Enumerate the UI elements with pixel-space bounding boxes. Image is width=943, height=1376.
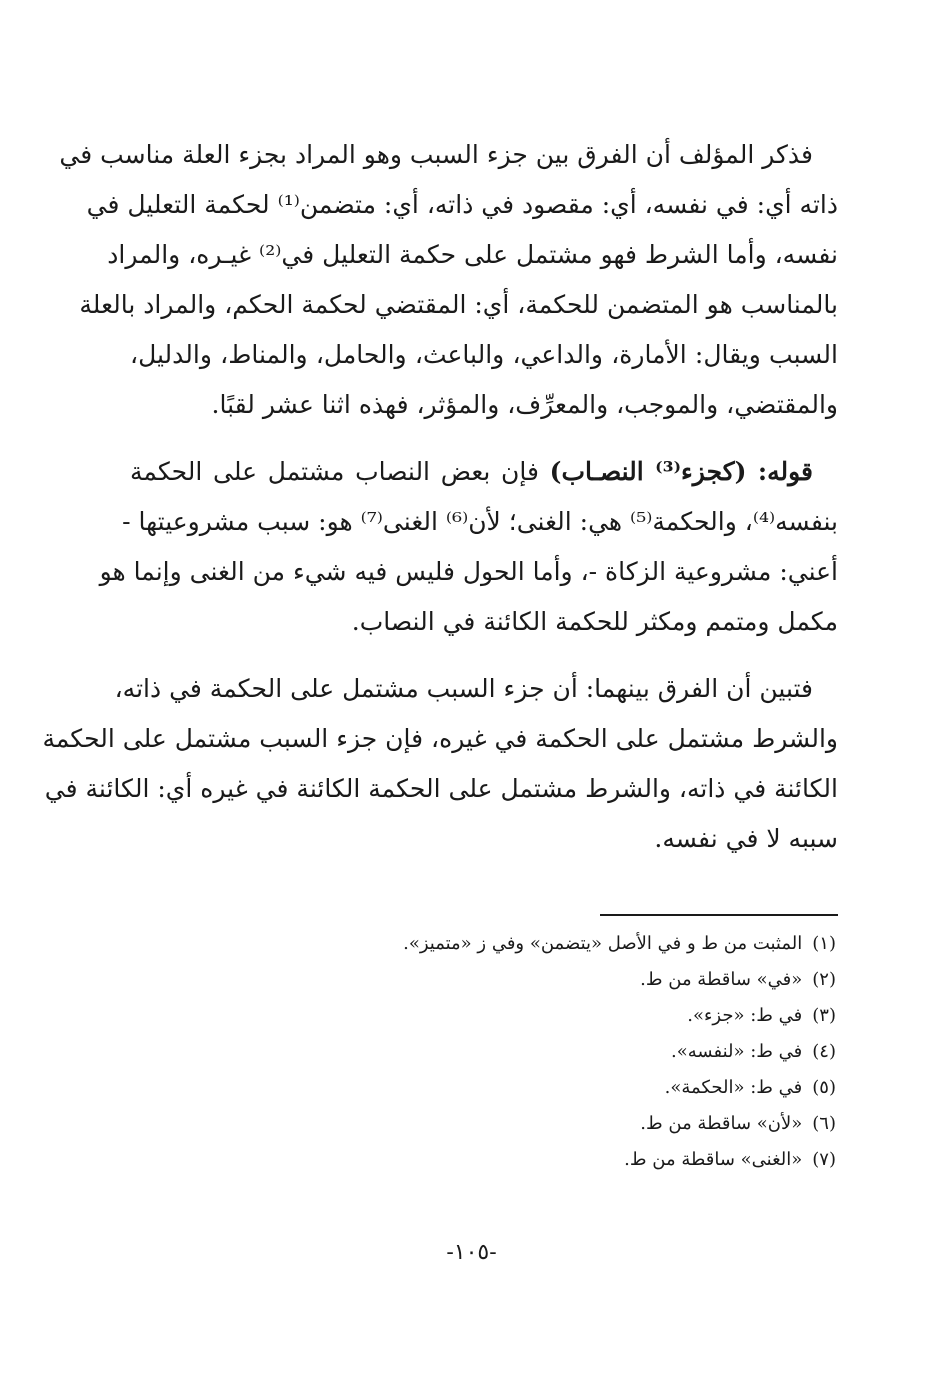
footnote-6: (٦)«لأن» ساقطة من ط. [640,1113,836,1134]
text-line: بنفسه⁽⁴⁾، والحكمة⁽⁵⁾ هي: الغنى؛ لأن⁽⁶⁾ الغنى⁽⁷⁾ هو: سبب مشروعيتها - [122,507,838,536]
text-line: السبب ويقال: الأمارة، والداعي، والباعث، والحامل، والمناط، والدليل، [130,340,838,369]
footnote-7: (٧)«الغنى» ساقطة من ط. [624,1149,836,1170]
quoted-lead: قوله: (كجزء⁽³⁾ النصـاب) [549,457,813,486]
text-line: قوله: (كجزء⁽³⁾ النصـاب) فإن بعض النصاب مشتمل على الحكمة [130,457,813,486]
footnote-5: (٥)في ط: «الحكمة». [664,1077,836,1098]
text-line: أعني: مشروعية الزكاة -، وأما الحول فليس فيه شيء من الغنى وإنما هو [99,557,838,586]
text-line: فتبين أن الفرق بينهما: أن جزء السبب مشتمل على الحكمة في ذاته، [114,674,813,703]
page-body [42,130,838,1170]
text-line: سببه لا في نفسه. [654,824,838,853]
footnote-4: (٤)في ط: «لنفسه». [671,1041,836,1062]
paragraph-1 [59,130,838,430]
footnote-2: (٢)«في» ساقطة من ط. [640,969,836,990]
text-line: والشرط مشتمل على الحكمة في غيره، فإن جزء السبب مشتمل على الحكمة [42,724,838,753]
footnote-3: (٣)في ط: «جزء». [687,1005,836,1026]
text-line: بالمناسب هو المتضمن للحكمة، أي: المقتضي لحكمة الحكم، والمراد بالعلة [79,290,838,319]
page-number: -١٠٥- [446,1240,497,1265]
text-line: فذكر المؤلف أن الفرق بين جزء السبب وهو المراد بجزء العلة مناسب في [59,140,813,169]
footnote-separator [600,914,838,916]
footnote-1: (١)المثبت من ط و في الأصل «يتضمن» وفي ز «متميز». [403,933,836,954]
footnotes [130,926,838,1178]
main-text [42,130,838,864]
text-line: والمقتضي، والموجب، والمعرِّف، والمؤثر، فهذه اثنا عشر لقبًا. [211,390,838,419]
text-line: ذاته أي: في نفسه، أي: مقصود في ذاته، أي: متضمن⁽¹⁾ لحكمة التعليل في [86,190,838,219]
text-line: مكمل ومتمم ومكثر للحكمة الكائنة في النصاب. [351,607,838,636]
paragraph-2 [99,447,838,647]
text-line: الكائنة في ذاته، والشرط مشتمل على الحكمة الكائنة في غيره أي: الكائنة في [44,774,838,803]
paragraph-3 [42,664,838,864]
text-line: نفسه، وأما الشرط فهو مشتمل على حكمة التعليل في⁽²⁾ غيـره، والمراد [107,240,838,269]
